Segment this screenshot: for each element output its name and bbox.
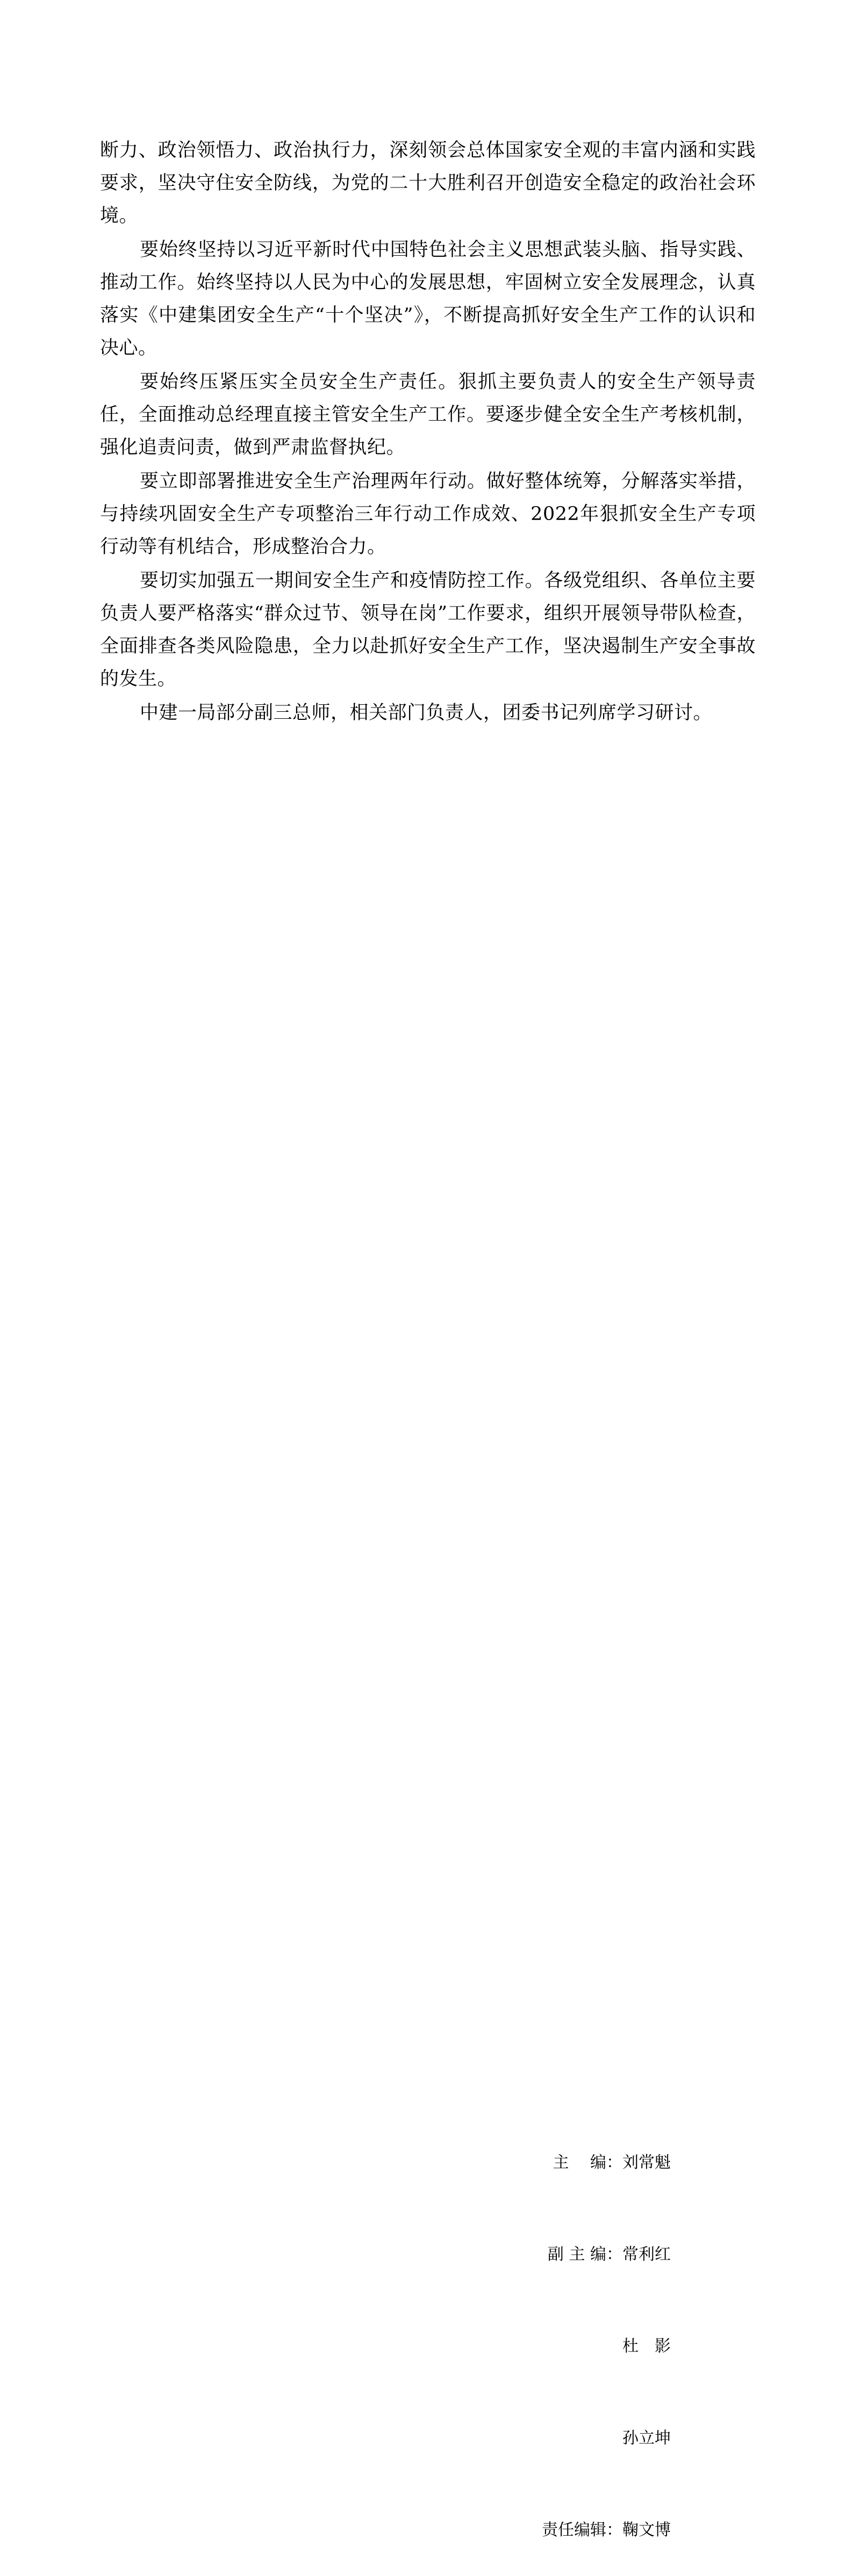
document-body — [100, 134, 756, 731]
signature-block — [100, 2117, 756, 2576]
signature-name: 常利红 — [622, 2245, 671, 2264]
signature-row-deputy-editor-3 — [100, 2392, 756, 2484]
paragraph-5: 要切实加强五一期间安全生产和疫情防控工作。各级党组织、各单位主要负责人要严格落实“群众过节、领导在岗”工作要求，组织开展领导带队检查，全面排查各类风险隐患，全力以赴抓好安全生产工作，坚决遏制生产安全事故的发生。 — [100, 570, 756, 690]
signature-label: 主 编： — [553, 2153, 622, 2172]
paragraph-3: 要始终压紧压实全员安全生产责任。狠抓主要负责人的安全生产领导责任，全面推动总经理直接主管安全生产工作。要逐步健全安全生产考核机制，强化追责问责，做到严肃监督执纪。 — [100, 371, 756, 458]
signature-row-editor-in-chief — [100, 2117, 756, 2209]
signature-label: 副 主 编： — [547, 2245, 622, 2264]
paragraph-4: 要立即部署推进安全生产治理两年行动。做好整体统筹，分解落实举措，与持续巩固安全生产专项整治三年行动工作成效、2022年狠抓安全生产专项行动等有机结合，形成整治合力。 — [100, 471, 756, 558]
signature-row-deputy-editor-2 — [100, 2300, 756, 2392]
signature-label: 责任编辑： — [542, 2521, 622, 2539]
signature-name: 杜 影 — [622, 2337, 671, 2356]
signature-name: 鞠文博 — [622, 2521, 671, 2539]
signature-name: 孙立坤 — [622, 2429, 671, 2448]
signature-row-deputy-editor — [100, 2209, 756, 2300]
paragraph-1: 断力、政治领悟力、政治执行力，深刻领会总体国家安全观的丰富内涵和实践要求，坚决守住安全防线，为党的二十大胜利召开创造安全稳定的政治社会环境。 — [100, 140, 756, 227]
signature-row-managing-editor — [100, 2484, 756, 2576]
paragraph-6: 中建一局部分副三总师，相关部门负责人，团委书记列席学习研讨。 — [140, 702, 713, 724]
signature-name: 刘常魁 — [622, 2153, 671, 2172]
paragraph-2: 要始终坚持以习近平新时代中国特色社会主义思想武装头脑、指导实践、推动工作。始终坚持以人民为中心的发展思想，牢固树立安全发展理念，认真落实《中建集团安全生产“十个坚决”》，不断提高抓好安全生产工作的认识和决心。 — [100, 239, 756, 359]
